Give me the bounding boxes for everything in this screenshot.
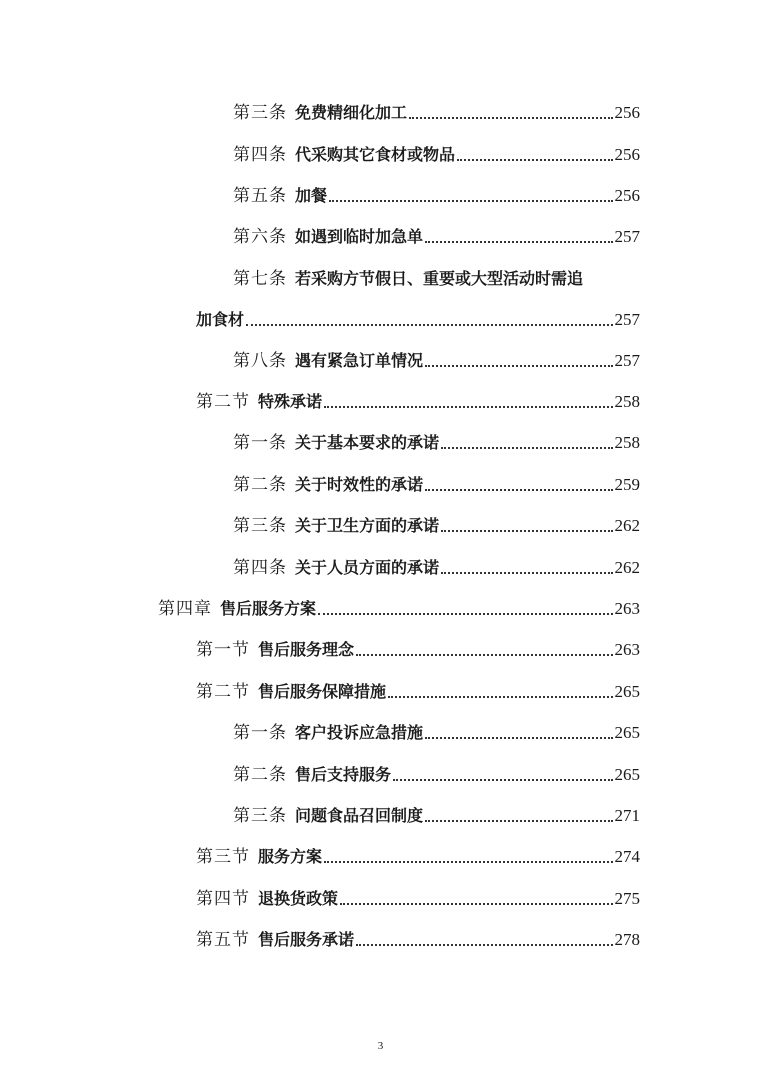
toc-entry-page: 263 (614, 599, 640, 618)
toc-entry[interactable] (233, 799, 640, 827)
toc-entry-page: 258 (614, 392, 640, 411)
toc-entry-title: 关于人员方面的承诺 (295, 558, 440, 577)
toc-entry-number: 第二条 (233, 475, 287, 495)
toc-entry-page: 265 (614, 765, 640, 784)
toc-entry-number: 第六条 (233, 227, 287, 247)
dot-leader (356, 654, 612, 656)
toc-entry[interactable] (196, 633, 640, 661)
toc-entry-title: 特殊承诺 (258, 392, 323, 411)
toc-entry[interactable] (233, 220, 640, 248)
dot-leader (318, 613, 612, 615)
toc-entry-title-continuation: 加食材 (196, 310, 245, 329)
toc-entry[interactable] (233, 96, 640, 124)
toc-entry-title: 退换货政策 (258, 889, 339, 908)
toc-entry-page: 257 (614, 351, 640, 370)
toc-entry-continuation[interactable] (196, 303, 640, 331)
toc-entry-title: 售后服务理念 (258, 640, 355, 659)
toc-entry[interactable] (233, 138, 640, 166)
toc-entry-title: 关于时效性的承诺 (295, 475, 424, 494)
toc-entry-page: 256 (614, 103, 640, 122)
toc-entry-number: 第一节 (196, 640, 250, 660)
toc-entry-title: 客户投诉应急措施 (295, 723, 424, 742)
toc-entry[interactable] (233, 551, 640, 579)
toc-entry-title: 售后服务保障措施 (258, 682, 387, 701)
toc-entry[interactable] (196, 385, 640, 413)
toc-entry-page: 278 (614, 930, 640, 949)
dot-leader (441, 572, 612, 574)
dot-leader (441, 530, 612, 532)
toc-entry-page: 265 (614, 723, 640, 742)
toc-entry[interactable] (196, 923, 640, 951)
dot-leader (409, 117, 612, 119)
dot-leader (425, 737, 612, 739)
toc-entry-number: 第四条 (233, 558, 287, 578)
toc-entry-title: 若采购方节假日、重要或大型活动时需追 (295, 269, 584, 288)
toc-entry-page: 262 (614, 516, 640, 535)
toc-entry-chapter[interactable] (158, 592, 640, 620)
toc-entry-title: 免费精细化加工 (295, 103, 408, 122)
dot-leader (356, 944, 612, 946)
toc-entry-number: 第七条 (233, 269, 287, 289)
toc-entry-number: 第五条 (233, 186, 287, 206)
toc-entry-number: 第三条 (233, 516, 287, 536)
toc-entry[interactable] (233, 468, 640, 496)
toc-entry-number: 第二条 (233, 765, 287, 785)
dot-leader (340, 903, 612, 905)
dot-leader (441, 447, 612, 449)
toc-entry-page: 256 (614, 186, 640, 205)
toc-entry-page: 256 (614, 145, 640, 164)
toc-entry-page: 275 (614, 889, 640, 908)
toc-entry-page: 262 (614, 558, 640, 577)
dot-leader (425, 489, 612, 491)
toc-entry-number: 第三条 (233, 806, 287, 826)
toc-entry-page: 257 (614, 310, 640, 329)
dot-leader (393, 779, 612, 781)
toc-entry-title: 遇有紧急订单情况 (295, 351, 424, 370)
toc-entry[interactable] (233, 426, 640, 454)
toc-entry-title: 关于基本要求的承诺 (295, 433, 440, 452)
toc-entry[interactable] (196, 840, 640, 868)
toc-entry-title: 售后支持服务 (295, 765, 392, 784)
toc-entry-number: 第二节 (196, 682, 250, 702)
dot-leader (425, 365, 612, 367)
toc-entry-number: 第一条 (233, 723, 287, 743)
toc-entry-page: 257 (614, 227, 640, 246)
toc-entry-page: 259 (614, 475, 640, 494)
dot-leader (324, 406, 612, 408)
toc-entry[interactable] (233, 716, 640, 744)
dot-leader (329, 200, 612, 202)
toc-entry-number: 第三条 (233, 103, 287, 123)
dot-leader (457, 159, 612, 161)
toc-entry-page: 265 (614, 682, 640, 701)
dot-leader (246, 324, 612, 326)
toc-entry-page: 271 (614, 806, 640, 825)
toc-entry-page: 258 (614, 433, 640, 452)
toc-entry-title: 问题食品召回制度 (295, 806, 424, 825)
toc-entry-number: 第四条 (233, 145, 287, 165)
toc-entry[interactable] (233, 758, 640, 786)
toc-entry-title: 代采购其它食材或物品 (295, 145, 456, 164)
dot-leader (425, 241, 612, 243)
toc-entry-page: 263 (614, 640, 640, 659)
dot-leader (324, 861, 612, 863)
toc-entry[interactable] (196, 675, 640, 703)
toc-entry-title: 服务方案 (258, 847, 323, 866)
toc-entry[interactable] (233, 344, 640, 372)
dot-leader (425, 820, 612, 822)
dot-leader (388, 696, 612, 698)
toc-entry[interactable] (233, 179, 640, 207)
toc-entry-title: 加餐 (295, 186, 328, 205)
toc-entry-number: 第三节 (196, 847, 250, 867)
toc-entry[interactable] (233, 509, 640, 537)
toc-entry-wrapped[interactable] (233, 262, 583, 290)
toc-entry-title: 关于卫生方面的承诺 (295, 516, 440, 535)
page-number: 3 (377, 1040, 384, 1052)
toc-entry-title: 售后服务方案 (220, 599, 317, 618)
toc-entry-number: 第一条 (233, 433, 287, 453)
toc-entry-number: 第四章 (158, 599, 212, 619)
toc-entry-number: 第四节 (196, 889, 250, 909)
toc-entry-title: 如遇到临时加急单 (295, 227, 424, 246)
toc-entry-number: 第二节 (196, 392, 250, 412)
toc-entry-title: 售后服务承诺 (258, 930, 355, 949)
toc-entry-page: 274 (614, 847, 640, 866)
toc-entry-number: 第五节 (196, 930, 250, 950)
toc-entry-number: 第八条 (233, 351, 287, 371)
toc-entry[interactable] (196, 882, 640, 910)
